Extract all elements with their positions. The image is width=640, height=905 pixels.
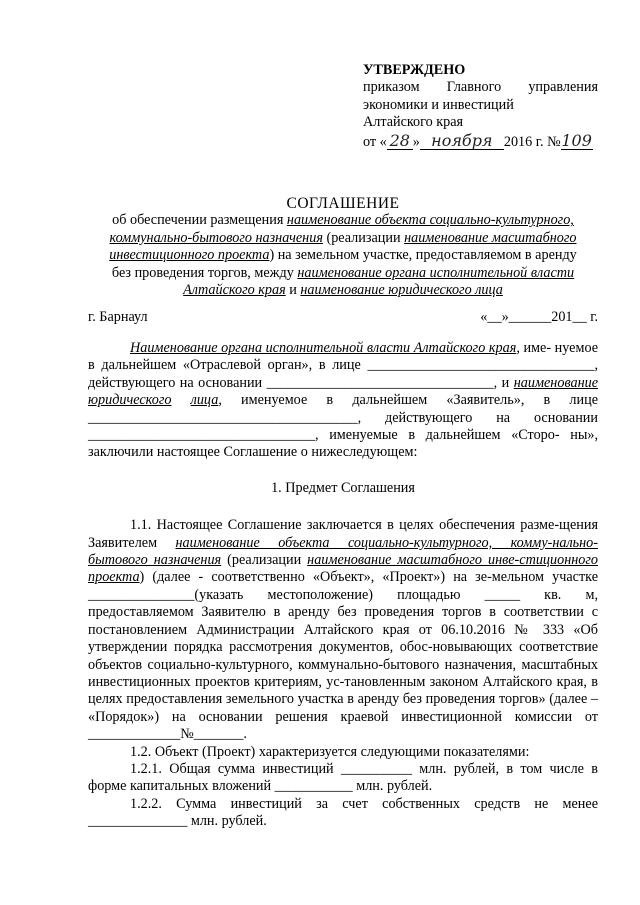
- title-line: коммунально-бытового назначения (реализации наименование масштабного: [109, 229, 577, 246]
- handwritten-month: ноября: [420, 132, 504, 150]
- document-body: [88, 340, 598, 831]
- title-main: СОГЛАШЕНИЕ: [286, 195, 400, 212]
- approval-heading: УТВЕРЖДЕНО: [363, 62, 466, 78]
- clause-1-2: 1.2. Объект (Проект) характеризуется следующими показателями:: [130, 743, 530, 760]
- handwritten-day: 28: [387, 132, 413, 150]
- title-line: Алтайского края и наименование юридического лица: [183, 282, 503, 299]
- approval-line: экономики и инвестиций: [363, 96, 514, 113]
- title-line: инвестиционного проекта) на земельном участке, предоставляемом в аренду: [109, 247, 577, 264]
- approval-line: Алтайского края: [363, 114, 464, 131]
- document-title: [88, 195, 598, 299]
- intro-paragraph: Наименование органа исполнительной власти Алтайского края, име- нуемое в дальнейшем «Отраслевой орган», в лице ________________________________, действующего на основании ________________________________, и наименование юридического лица, именуемое в дальнейшем «Заявитель», в лице ______________________________________, действующего на основании ________________________________, именуемые в дальнейшем «Сторо- ны», заключили настоящее Соглашение о нижеследующем:: [88, 340, 599, 461]
- agreement-date: «__»______201__ г.: [480, 309, 598, 325]
- title-line: без проведения торгов, между наименование органа исполнительной власти: [111, 264, 575, 281]
- clause-1-1: 1.1. Настоящее Соглашение заключается в целях обеспечения разме-щения Заявителем наименование объекта социально-культурного, комму-нально-бытового назначения (реализации наименование масштабного инве-стиционного проекта) (далее - соответственно «Объект», «Проект») на зе-мельном участке _______________(указать местоположение) площадью _____ кв. м, предоставляемом Заявителю в аренду без проведения торгов в соответствии с постановлением Администрации Алтайского края от 06.10.2016 № 333 «Об утверждении порядка рассмотрения документов, обос-новывающих соответствие объектов социально-культурного, коммунально-бытового назначения, масштабных инвестиционных проектов критериям, ус-тановленным законом Алтайского края, в целях предоставления земельного участка в аренду без проведения торгов» (далее – «Порядок») на основании решения краевой инвестиционной комиссии от _____________№_______.: [88, 517, 599, 743]
- approval-date: от « 28 » ноября 2016 г. №109: [363, 130, 592, 150]
- city-date-line: [88, 309, 598, 326]
- handwritten-number: 109: [561, 130, 592, 150]
- approval-line: приказом Главного управления: [363, 79, 598, 96]
- clause-1-2-2: 1.2.2. Сумма инвестиций за счет собственных средств не менее ______________ млн. рублей.: [88, 795, 598, 830]
- approval-block: [363, 62, 598, 151]
- title-line: об обеспечении размещения наименование объекта социально-культурного,: [112, 212, 574, 229]
- clause-1-2-1: 1.2.1. Общая сумма инвестиций __________ млн. рублей, в том числе в форме капитальных вложений ___________ млн. рублей.: [88, 760, 598, 795]
- city-name: г. Барнаул: [88, 309, 148, 325]
- section-heading: 1. Предмет Соглашения: [271, 479, 415, 496]
